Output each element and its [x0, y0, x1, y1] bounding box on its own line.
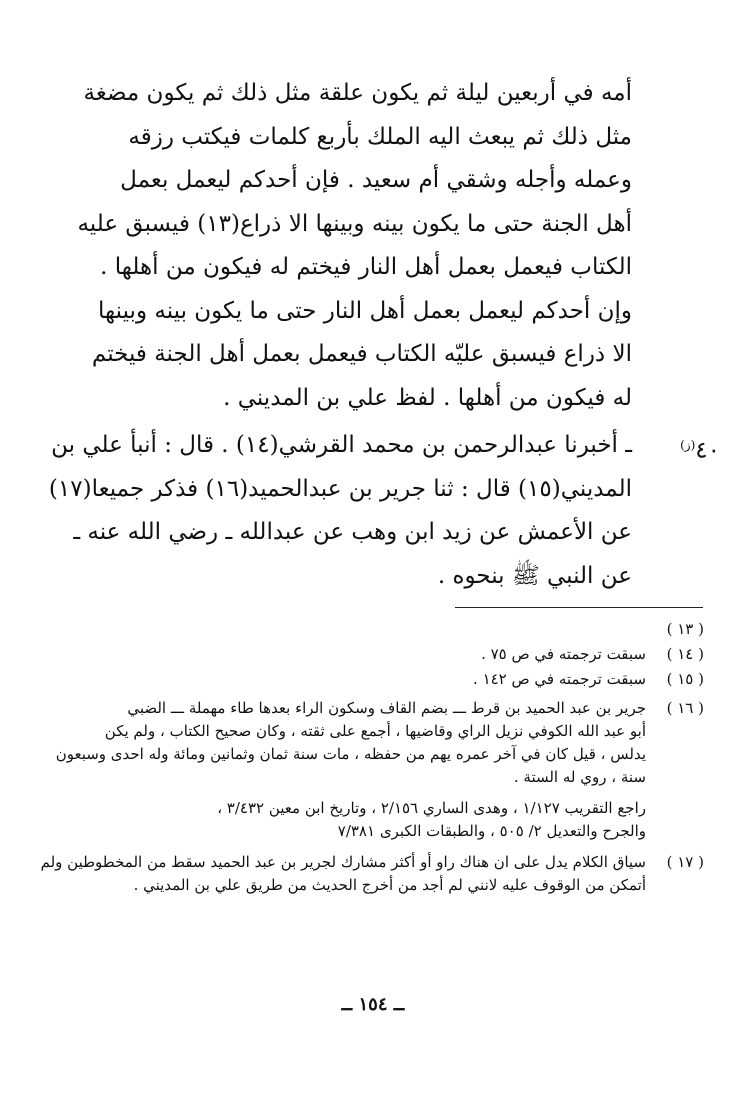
- footnote-line: راجع التقريب ١/١٢٧ ، وهدى الساري ٢/١٥٦ ، وتاريخ ابن معين ٣/٤٣٢ ،: [217, 799, 646, 817]
- footnote-label: ( ١٣ ): [666, 620, 704, 638]
- footnote-text: [52, 797, 646, 843]
- footnote-label: ( ١٧ ): [666, 853, 704, 871]
- hadith-line: عن النبي ﷺ بنحوه .: [437, 562, 632, 589]
- footnote-label: ( ١٤ ): [666, 645, 704, 663]
- text-line: وعمله وأجله وشقي أم سعيد . فإن أحدكم ليعمل بعمل: [120, 167, 632, 193]
- text-line: أمه في أربعين ليلة ثم يكون علقة مثل ذلك ثم يكون مضغة: [83, 80, 632, 106]
- hadith-line: ـ أخبرنا عبدالرحمن بن محمد القرشي(١٤) . قال : أنبأ علي بن: [51, 432, 632, 458]
- hadith-line: المديني(١٥) قال : ثنا جرير بن عبدالحميد(١٦) فذكر جميعا(١٧): [48, 475, 632, 502]
- text-line: وإن أحدكم ليعمل بعمل أهل النار حتى ما يكون بينه وبينها: [98, 297, 632, 324]
- text-line: الا ذراع فيسبق عليّه الكتاب فيعمل بعمل أهل الجنة فيختم: [91, 341, 632, 367]
- footnote-13: [52, 618, 704, 641]
- hadith-text: [48, 424, 632, 598]
- footnote-label: ( ١٥ ): [666, 670, 704, 688]
- footnote-line: والجرح والتعديل ٢/ ٥٠٥ ، والطبقات الكبرى ٧/٣٨١: [337, 822, 646, 840]
- footnotes: [40, 618, 704, 899]
- footnote-16-references: [52, 797, 704, 843]
- text-line: الكتاب فيعمل بعمل أهل النار فيختم له فيكون من أهلها .: [100, 254, 632, 280]
- footnote-16: [52, 697, 704, 789]
- footnote-text: [52, 697, 646, 789]
- page-number: ــ ١٥٤ ــ: [341, 994, 405, 1015]
- footnote-line: يدلس ، قيل كان في آخر عمره يهم من حفظه ، مات سنة ثمان وثمانين ومائة وله احدى وسبعون: [55, 745, 646, 763]
- footnote-line: أبو عبد الله الكوفي نزيل الراي وقاضيها ، أجمع على ثقته ، وكان صحيح الكتاب ، ولم يكن: [104, 722, 646, 740]
- main-text: [62, 72, 632, 420]
- footnote-label: ( ١٦ ): [666, 699, 704, 717]
- footnote-divider: [455, 607, 703, 608]
- hadith-line: عن الأعمش عن زيد ابن وهب عن عبدالله ـ رضي الله عنه ـ: [73, 519, 632, 545]
- text-line: مثل ذلك ثم يبعث اليه الملك بأربع كلمات فيكتب رزقه: [128, 123, 632, 150]
- footnote-line: سنة ، روي له الستة .: [513, 768, 646, 786]
- hadith-mark: (ز): [680, 438, 696, 452]
- footnote-text: [52, 618, 646, 641]
- hadith-number: [640, 424, 720, 473]
- hadith-number-value: ٤٠: [695, 437, 720, 464]
- text-line: أهل الجنة حتى ما يكون بينه وبينها الا ذراع(١٣) فيسبق عليه: [77, 210, 632, 237]
- footnote-text: [52, 643, 646, 666]
- footnote-17: [40, 851, 704, 897]
- footnote-14: [52, 643, 704, 666]
- footnote-line: سبقت ترجمته في ص ١٤٢ .: [473, 670, 646, 688]
- footnote-line: جرير بن عبد الحميد بن قرط ـــ بضم القاف وسكون الراء بعدها طاء مهملة ـــ الضبي: [127, 699, 646, 717]
- footnote-line: أتمكن من الوقوف عليه لانني لم أجد من أخرج الحديث من طريق علي بن المديني .: [133, 876, 646, 894]
- footnote-text: [52, 668, 646, 691]
- footnote-15: [52, 668, 704, 691]
- footnote-line: سياق الكلام يدل على ان هناك راو أو أكثر مشارك لجرير بن عبد الحميد سقط من المخطوطين ولم: [40, 853, 646, 871]
- footnote-text: [40, 851, 646, 897]
- footnote-line: سبقت ترجمته في ص ٧٥ .: [481, 645, 646, 663]
- text-line: له فيكون من أهلها . لفظ علي بن المديني .: [223, 384, 632, 411]
